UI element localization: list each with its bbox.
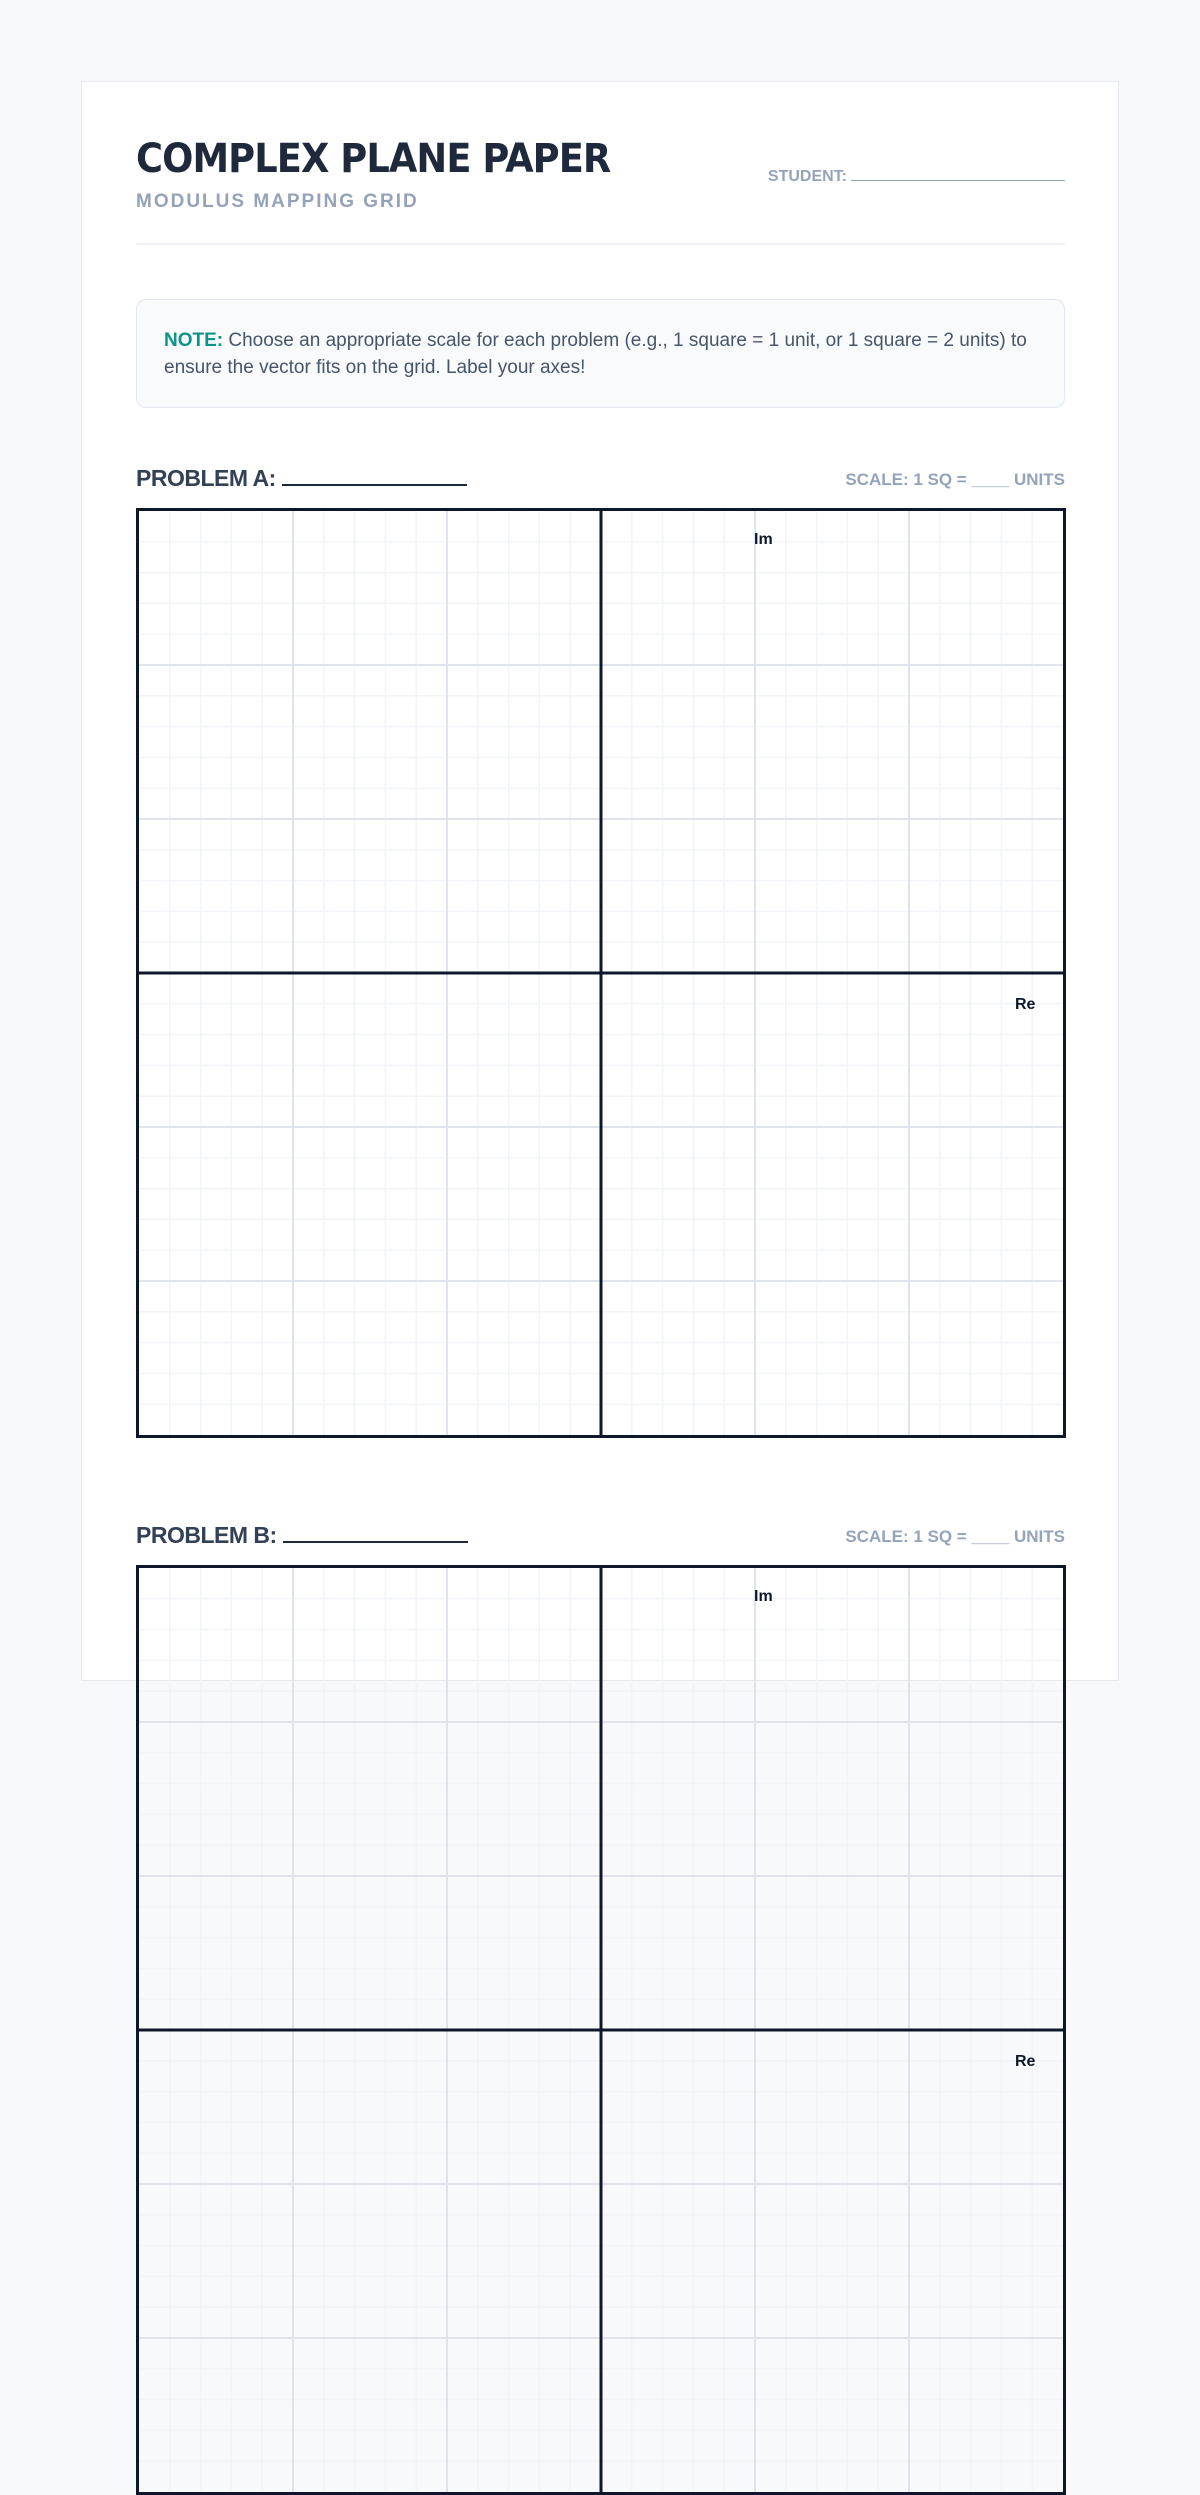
problem-b-answer-line[interactable] xyxy=(283,1525,468,1543)
note-text: Choose an appropriate scale for each problem (e.g., 1 square = 1 unit, or 1 square = 2 units) to ensure the vector fits on the grid. Label your axes! xyxy=(164,330,1027,378)
imaginary-axis-label: Im xyxy=(754,1588,773,1605)
page-subtitle: MODULUS MAPPING GRID xyxy=(136,191,419,212)
problem-b-scale: SCALE: 1 SQ = ____ UNITS xyxy=(845,1527,1065,1546)
grid-lines xyxy=(139,511,1063,1435)
problem-a-scale: SCALE: 1 SQ = ____ UNITS xyxy=(845,470,1065,489)
student-name-line[interactable] xyxy=(851,166,1065,181)
problem-label-text: PROBLEM B: xyxy=(136,1522,277,1548)
student-field[interactable] xyxy=(768,166,1065,186)
complex-plane-grid-a[interactable] xyxy=(136,508,1066,1438)
real-axis-label: Re xyxy=(1015,996,1036,1013)
page-title: COMPLEX PLANE PAPER xyxy=(136,136,611,182)
note-label: NOTE: xyxy=(164,330,224,351)
note-box xyxy=(136,299,1065,408)
real-axis-label: Re xyxy=(1015,2053,1036,2070)
header-divider xyxy=(136,243,1065,245)
problem-a-label xyxy=(136,465,467,492)
problem-a-answer-line[interactable] xyxy=(282,468,467,486)
student-label: STUDENT: xyxy=(767,168,847,185)
problem-label-text: PROBLEM A: xyxy=(136,465,276,491)
complex-plane-grid-b[interactable] xyxy=(136,1565,1066,2495)
problem-b-label xyxy=(136,1522,468,1549)
grid-lines xyxy=(139,1568,1063,2492)
imaginary-axis-label: Im xyxy=(754,531,773,548)
